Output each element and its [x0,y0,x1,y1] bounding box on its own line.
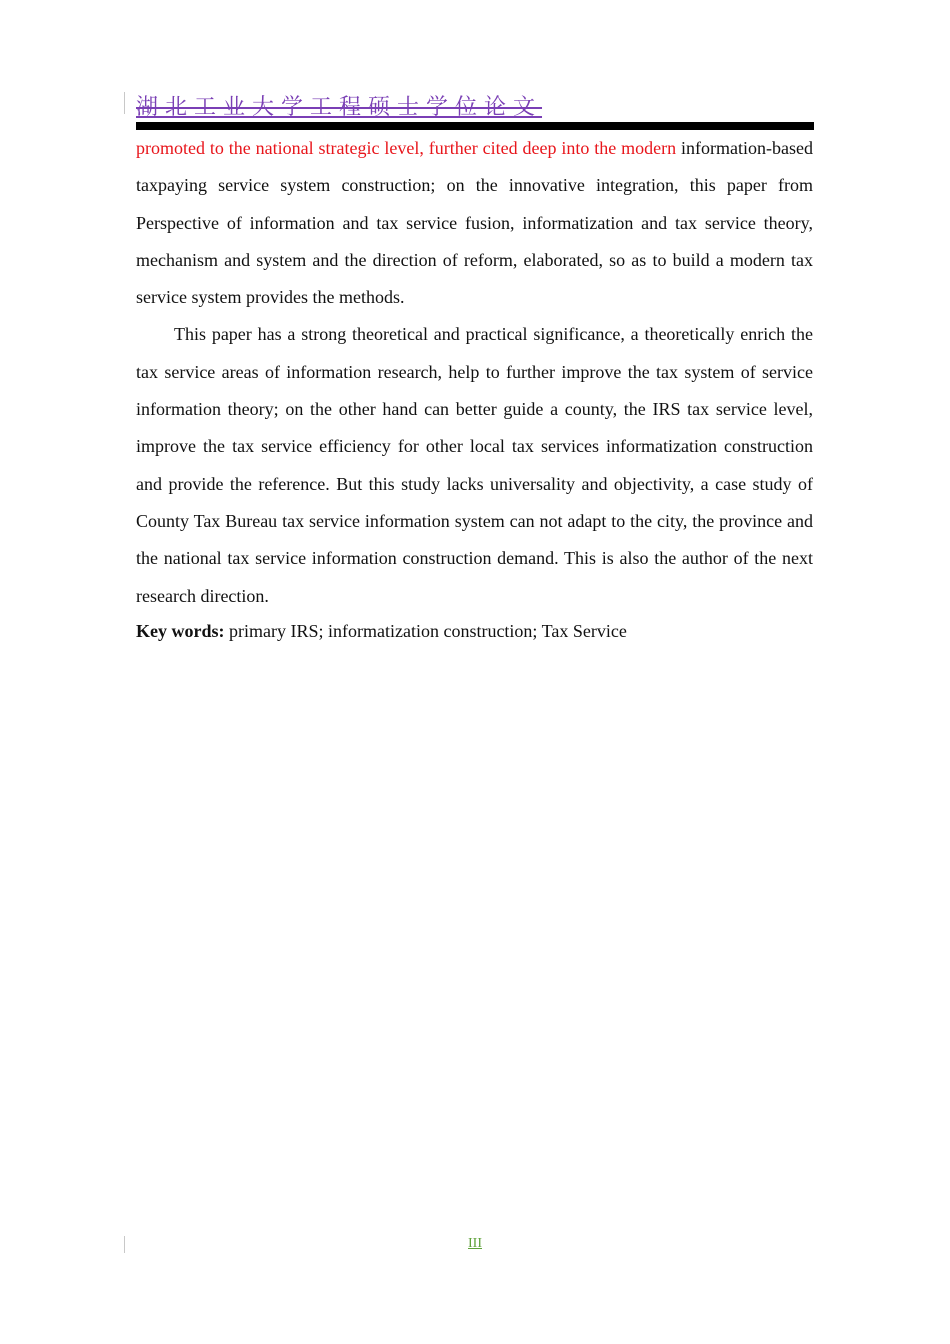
abstract-paragraph-1 [136,130,813,316]
keywords-line [136,618,813,644]
page-number: III [468,1236,482,1251]
abstract-paragraph-2: This paper has a strong theoretical and practical significance, a theoretically enrich the tax service areas of information research, help to further improve the tax system of service information theory; on the other hand can better guide a county, the IRS tax service level, improve the tax service efficiency for other local tax services informatization construction and provide the reference. But this study lacks universality and objectivity, a case study of County Tax Bureau tax service information system can not adapt to the city, the province and the national tax service information construction demand. This is also the author of the next research direction. [136,324,813,606]
keywords-value: primary IRS; informatization construction; Tax Service [224,621,627,641]
thesis-header-title: 湖北工业大学工程硕士学位论文 [136,95,543,120]
header-rule [136,122,814,130]
abstract-body [136,130,813,615]
keywords-label: Key words: [136,621,225,641]
paragraph-text: information-based taxpaying service system construction; on the innovative integration, this paper from Perspective of information and tax service fusion, informatization and tax service theory, mechanism and system and the direction of reform, elaborated, so as to build a modern tax service system provides the methods. [136,138,813,308]
highlighted-text: promoted to the national strategic level, further cited deep into the modern [136,138,677,158]
header-margin-marker [124,92,125,114]
